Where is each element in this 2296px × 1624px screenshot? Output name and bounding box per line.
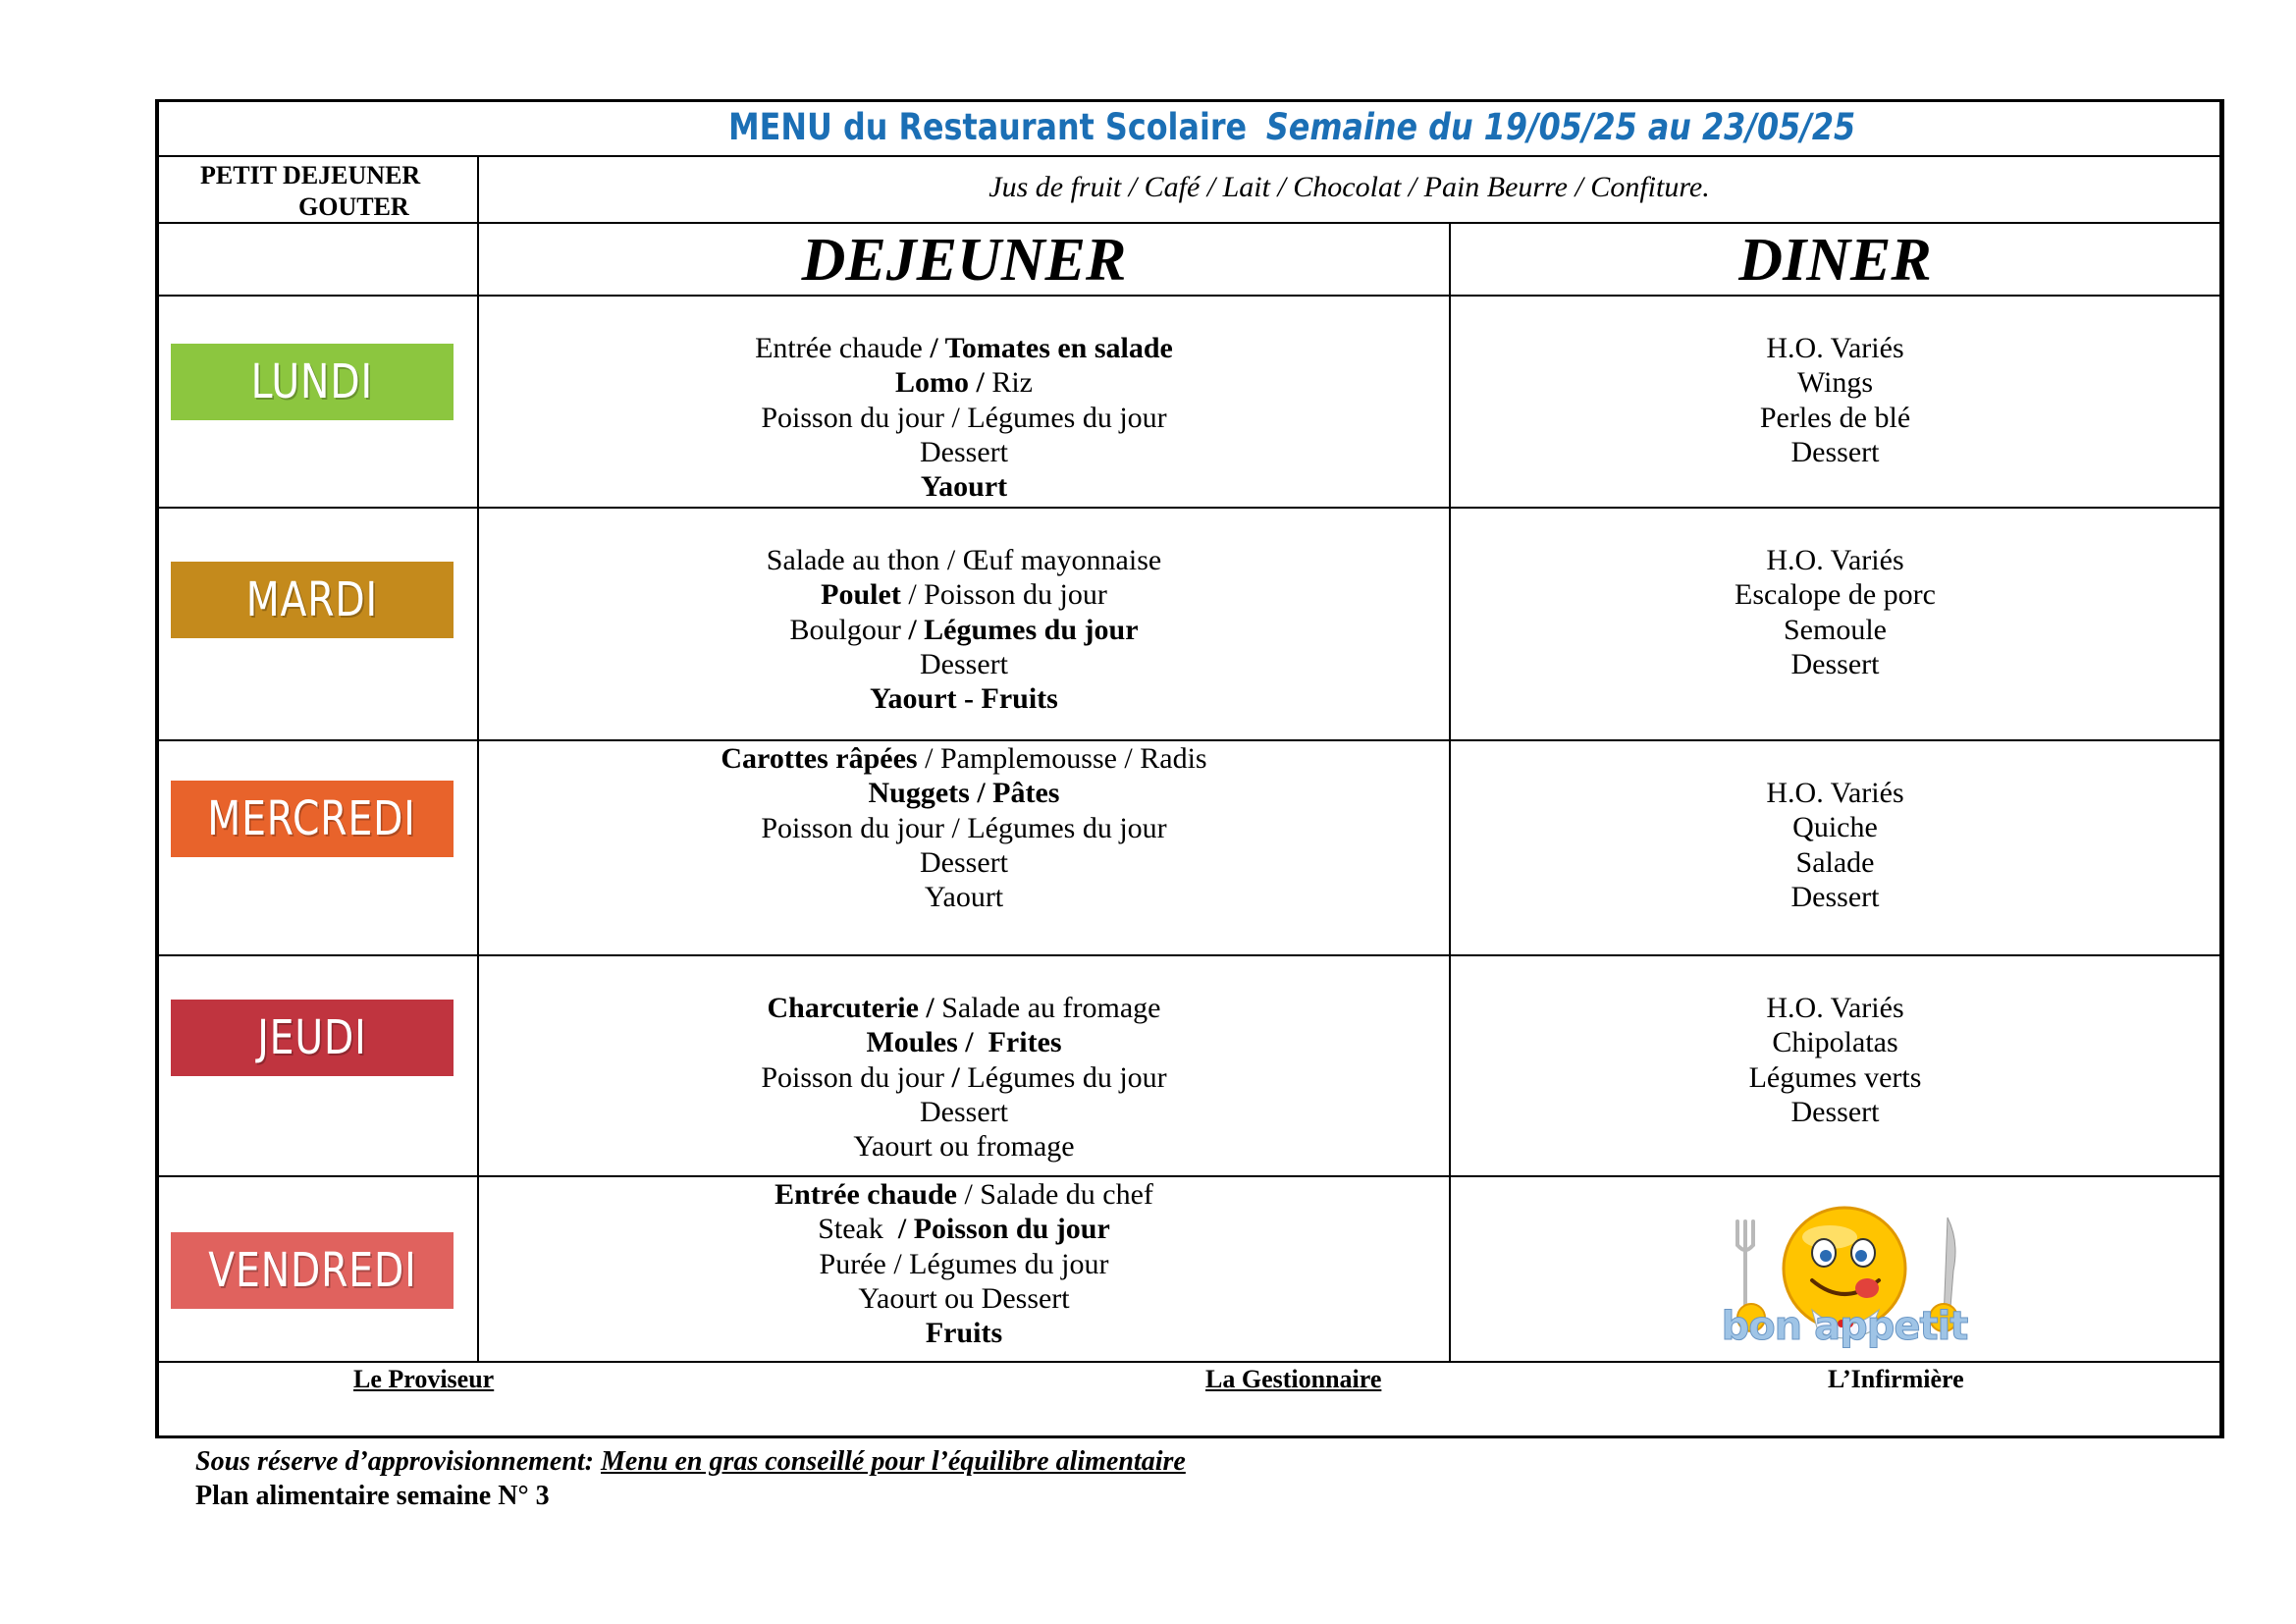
- day-badge: [171, 1000, 454, 1076]
- lunch-item-bold: Moules / Frites: [866, 1026, 1062, 1059]
- supply-note-prefix: Sous réserve d’approvisionnement:: [195, 1446, 601, 1477]
- breakfast-row: [159, 157, 2219, 224]
- header-row: [159, 224, 2219, 297]
- day-name: VENDREDI: [207, 1243, 417, 1298]
- lunch-menu: [479, 543, 1449, 716]
- dinner-menu: [1451, 776, 2219, 914]
- dinner-menu: [1451, 331, 2219, 469]
- day-badge: [171, 344, 454, 420]
- lunch-item: Entrée chaude: [755, 332, 931, 364]
- dinner-item: H.O. Variés: [1766, 544, 1904, 576]
- lunch-item: Steak: [818, 1213, 898, 1246]
- lunch-item: Dessert: [920, 1095, 1008, 1128]
- dinner-item: Escalope de porc: [1735, 578, 1936, 612]
- lunch-line: [479, 1177, 1449, 1212]
- lunch-item-bold: /: [951, 1060, 968, 1094]
- lunch-item: / Poisson du jour: [908, 578, 1107, 612]
- dinner-item: Perles de blé: [1759, 401, 1911, 434]
- dinner-item: Salade: [1795, 845, 1875, 879]
- dinner-header: DINER: [1738, 227, 1932, 294]
- lunch-header: DEJEUNER: [801, 227, 1127, 294]
- lunch-item: Yaourt ou Dessert: [858, 1281, 1070, 1315]
- dinner-item: Chipolatas: [1772, 1026, 1898, 1059]
- lunch-item: Yaourt ou fromage: [853, 1130, 1075, 1164]
- lunch-line: [479, 435, 1449, 469]
- dinner-item: Dessert: [1790, 647, 1880, 680]
- lunch-item-bold: Carottes râpées: [721, 742, 926, 775]
- lunch-item-bold: Lomo /: [894, 366, 992, 400]
- lunch-item: Légumes du jour: [967, 1060, 1167, 1094]
- dinner-item: Légumes verts: [1748, 1060, 1922, 1094]
- lunch-item: Riz: [991, 366, 1033, 400]
- lunch-item-bold: Yaourt: [920, 470, 1008, 504]
- lunch-item-bold: Nuggets / Pâtes: [868, 777, 1060, 810]
- lunch-line: [479, 741, 1449, 776]
- lunch-line: [479, 811, 1449, 845]
- breakfast-items: Jus de fruit / Café / Lait / Chocolat / Pain Beurre / Confiture.: [988, 171, 1710, 203]
- breakfast-label-line2: GOUTER: [298, 192, 409, 221]
- lunch-item-bold: Entrée chaude: [774, 1178, 965, 1211]
- dinner-menu: [1451, 543, 2219, 681]
- dinner-item: Wings: [1796, 366, 1874, 400]
- day-badge: [171, 562, 454, 638]
- lunch-item: Dessert: [920, 435, 1008, 468]
- lunch-item-bold: Yaourt - Fruits: [870, 682, 1058, 716]
- lunch-line: [479, 1129, 1449, 1164]
- day-name: MERCREDI: [207, 791, 417, 846]
- lunch-menu: [479, 991, 1449, 1164]
- lunch-line: [479, 880, 1449, 914]
- lunch-item: Purée / Légumes du jour: [819, 1247, 1109, 1280]
- food-plan-week: Plan alimentaire semaine N° 3: [195, 1481, 550, 1511]
- dinner-menu: [1451, 991, 2219, 1129]
- lunch-item: Poisson du jour / Légumes du jour: [761, 811, 1167, 844]
- lunch-line: [479, 845, 1449, 880]
- dinner-item: Dessert: [1790, 1095, 1880, 1128]
- lunch-line: [479, 776, 1449, 810]
- title-main: MENU du Restaurant Scolaire: [728, 106, 1248, 148]
- lunch-item-bold: Fruits: [925, 1317, 1003, 1350]
- day-badge: [171, 1232, 454, 1309]
- day-name: MARDI: [245, 572, 379, 627]
- lunch-line: [479, 991, 1449, 1025]
- lunch-item: Salade au fromage: [941, 992, 1161, 1024]
- lunch-line: [479, 681, 1449, 716]
- lunch-item-bold: / Poisson du jour: [897, 1213, 1110, 1246]
- day-row-mardi: [159, 509, 2219, 741]
- day-badge: [171, 781, 454, 857]
- bold-menu-advice: Menu en gras conseillé pour l’équilibre alimentaire: [601, 1446, 1186, 1477]
- lunch-line: [479, 1281, 1449, 1316]
- lunch-line: [479, 1247, 1449, 1281]
- lunch-item: / Salade du chef: [964, 1178, 1153, 1211]
- lunch-line: [479, 1316, 1449, 1350]
- lunch-line: [479, 1095, 1449, 1129]
- lunch-item: Dessert: [920, 845, 1008, 879]
- lunch-line: [479, 1025, 1449, 1059]
- signature-infirmiere: L’Infirmière: [1828, 1365, 1964, 1393]
- breakfast-label-line1: PETIT DEJEUNER: [200, 161, 421, 189]
- lunch-item: Yaourt: [924, 881, 1004, 914]
- dinner-item: H.O. Variés: [1766, 777, 1904, 809]
- day-row-mercredi: [159, 741, 2219, 956]
- lunch-line: [479, 1060, 1449, 1095]
- lunch-line: [479, 577, 1449, 612]
- lunch-line: [479, 331, 1449, 365]
- dinner-item: Quiche: [1792, 811, 1878, 844]
- title-week: Semaine du 19/05/25 au 23/05/25: [1265, 106, 1856, 148]
- supply-note: [195, 1444, 1186, 1479]
- lunch-item: Salade au thon / Œuf mayonnaise: [766, 544, 1162, 576]
- lunch-line: [479, 365, 1449, 400]
- dinner-item: H.O. Variés: [1766, 332, 1904, 364]
- dinner-item: Dessert: [1790, 880, 1880, 913]
- lunch-item: Poisson du jour: [761, 1060, 952, 1094]
- lunch-menu: [479, 331, 1449, 504]
- lunch-line: [479, 469, 1449, 504]
- lunch-item-bold: / Légumes du jour: [908, 613, 1139, 646]
- lunch-line: [479, 543, 1449, 577]
- dinner-item: Semoule: [1784, 613, 1887, 646]
- lunch-line: [479, 613, 1449, 647]
- lunch-line: [479, 647, 1449, 681]
- dinner-item: Dessert: [1790, 435, 1880, 468]
- page-title: [728, 106, 2010, 148]
- footer: [195, 1444, 1186, 1513]
- lunch-item: Poisson du jour / Légumes du jour: [761, 401, 1167, 434]
- lunch-line: [479, 401, 1449, 435]
- lunch-item: Dessert: [920, 647, 1008, 680]
- lunch-item-bold: Poulet: [821, 578, 909, 612]
- lunch-item-bold: Charcuterie /: [767, 992, 942, 1024]
- lunch-item-bold: / Tomates en salade: [930, 332, 1173, 364]
- dinner-item: H.O. Variés: [1766, 992, 1904, 1024]
- signature-row: [159, 1363, 2219, 1438]
- lunch-menu: [479, 1177, 1449, 1350]
- lunch-item: Boulgour: [789, 613, 909, 646]
- title-row: [159, 102, 2219, 157]
- day-name: LUNDI: [250, 354, 374, 409]
- bon-appetit-text: bon appetit: [1721, 1304, 1968, 1349]
- day-row-lundi: [159, 297, 2219, 509]
- lunch-line: [479, 1212, 1449, 1246]
- lunch-menu: [479, 741, 1449, 914]
- day-row-jeudi: [159, 956, 2219, 1177]
- signature-proviseur: Le Proviseur: [353, 1365, 495, 1393]
- lunch-item: / Pamplemousse / Radis: [925, 742, 1207, 775]
- signature-gestionnaire: La Gestionnaire: [1205, 1365, 1382, 1393]
- breakfast-label: [159, 160, 477, 223]
- day-name: JEUDI: [257, 1010, 367, 1065]
